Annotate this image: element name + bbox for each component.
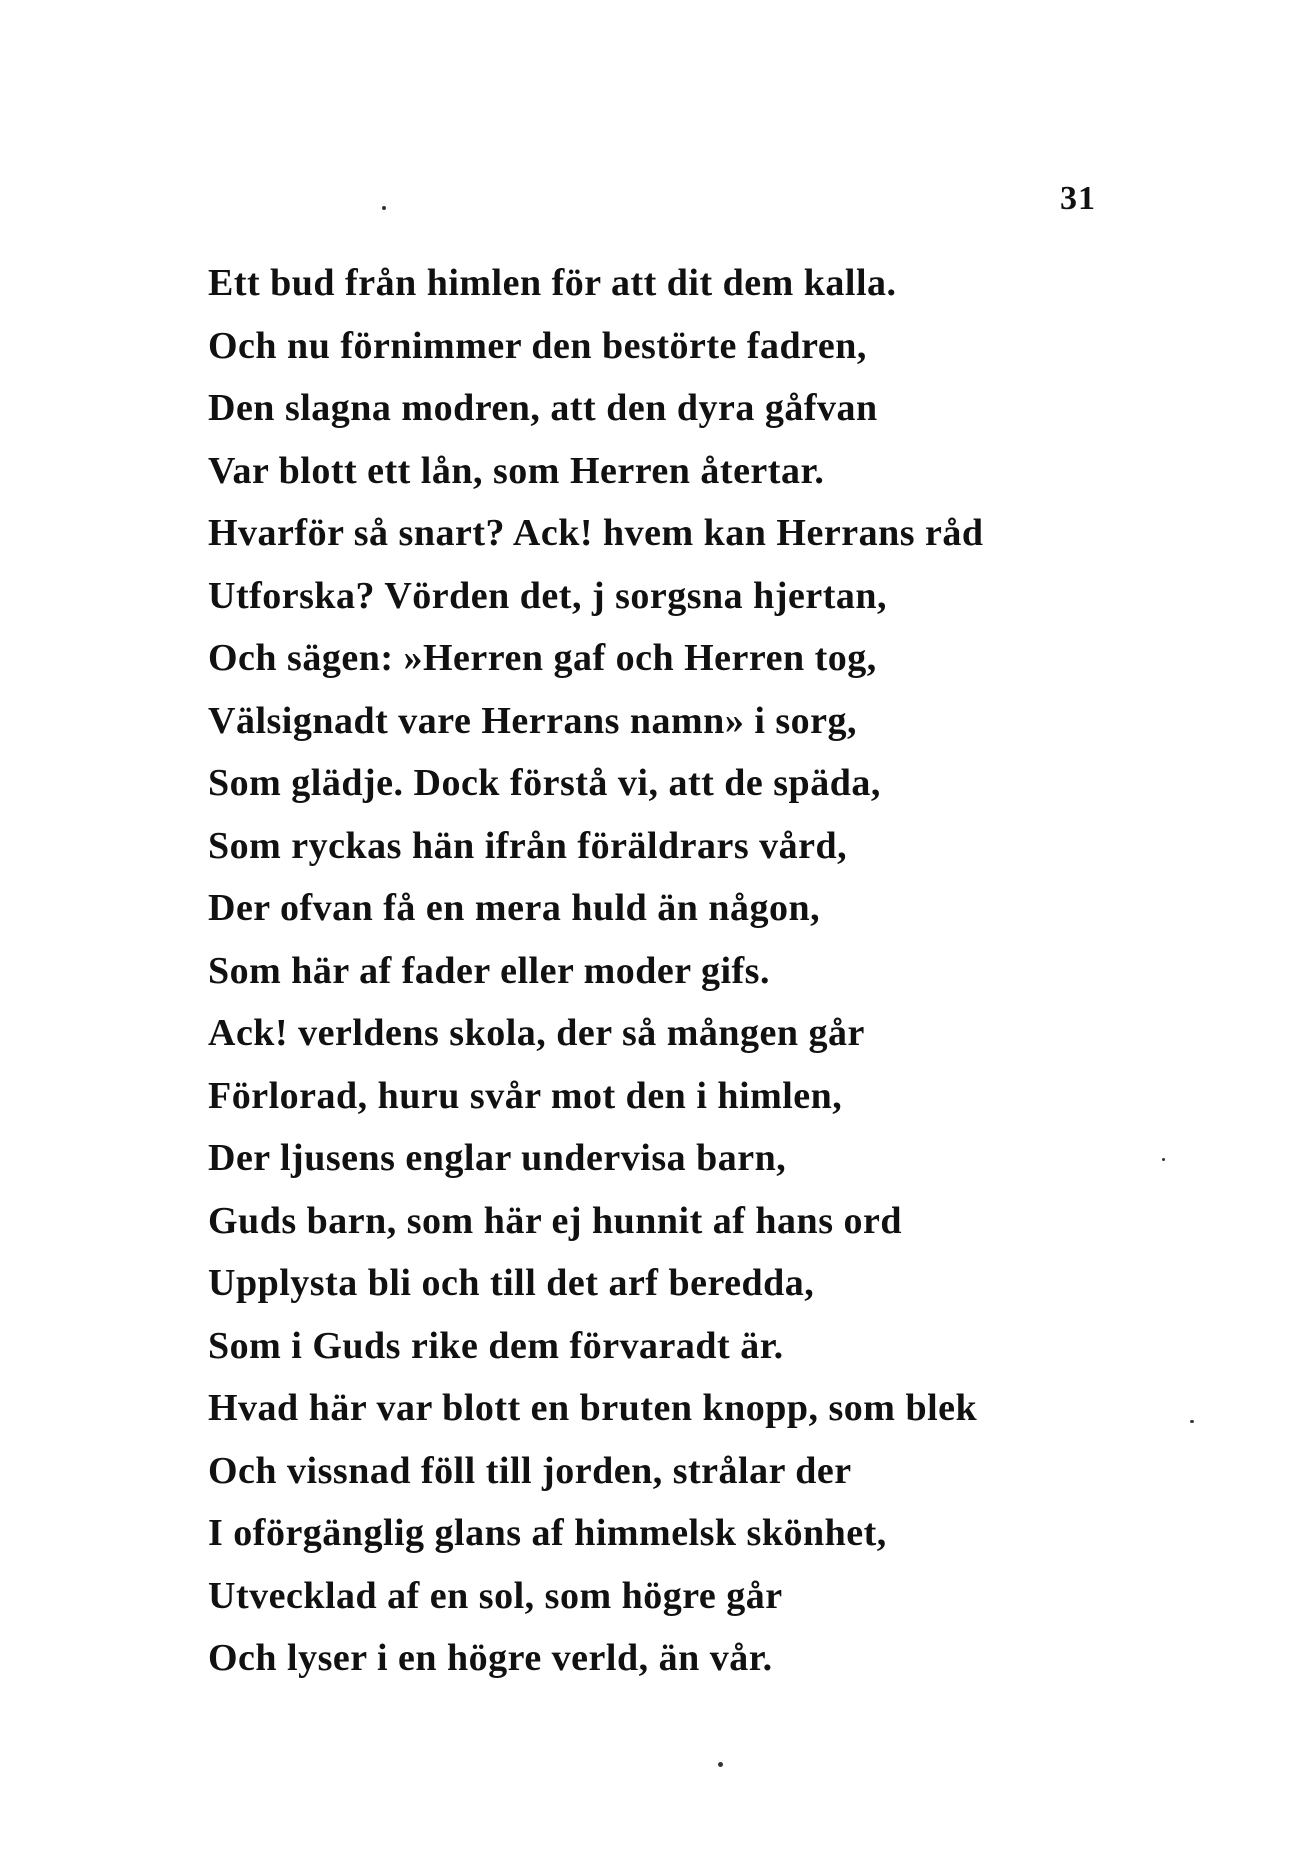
poem-line: Och nu förnimmer den bestörte fadren, (208, 324, 867, 367)
poem-line: Och sägen: »Herren gaf och Herren tog, (208, 637, 877, 679)
poem-line: Och vissnad föll till jorden, strålar der (208, 1449, 852, 1492)
poem-line: I oförgänglig glans af himmelsk skönhet, (208, 1512, 887, 1554)
poem-line: Och lyser i en högre verld, än vår. (208, 1637, 773, 1679)
poem-line: Guds barn, som här ej hunnit af hans ord (208, 1199, 902, 1242)
print-speck (1190, 1420, 1194, 1423)
poem-line: Hvarför så snart? Ack! hvem kan Herrans råd (208, 512, 984, 554)
poem-line: Utforska? Vörden det, j sorgsna hjertan, (208, 574, 887, 617)
poem-line: Ett bud från himlen för att dit dem kalla. (208, 262, 897, 304)
page-number: 31 (1060, 180, 1096, 217)
poem-line: Var blott ett lån, som Herren återtar. (208, 449, 825, 492)
poem-line: Ack! verldens skola, der så mången går (208, 1012, 865, 1054)
poem-line: Utvecklad af en sol, som högre går (208, 1574, 783, 1617)
print-speck (718, 1762, 723, 1767)
poem-line: Den slagna modren, att den dyra gåfvan (208, 387, 878, 429)
poem-line: Som ryckas hän ifrån föräldrars vård, (208, 824, 848, 867)
poem-line: Som glädje. Dock förstå vi, att de späda, (208, 762, 881, 804)
poem-line: Upplysta bli och till det arf beredda, (208, 1262, 815, 1304)
poem-line: Der ofvan få en mera huld än någon, (208, 887, 821, 929)
poem-line: Hvad här var blott en bruten knopp, som blek (208, 1387, 978, 1429)
print-speck (382, 206, 386, 210)
poem-line: Välsignadt vare Herrans namn» i sorg, (208, 699, 858, 742)
poem-line: Der ljusens englar undervisa barn, (208, 1137, 787, 1179)
poem-line: Som här af fader eller moder gifs. (208, 949, 770, 992)
poem-line: Förlorad, huru svår mot den i himlen, (208, 1074, 843, 1117)
poem-text (208, 252, 1208, 1690)
print-speck (1162, 1158, 1165, 1161)
poem-line: Som i Guds rike dem förvaradt är. (208, 1324, 784, 1367)
